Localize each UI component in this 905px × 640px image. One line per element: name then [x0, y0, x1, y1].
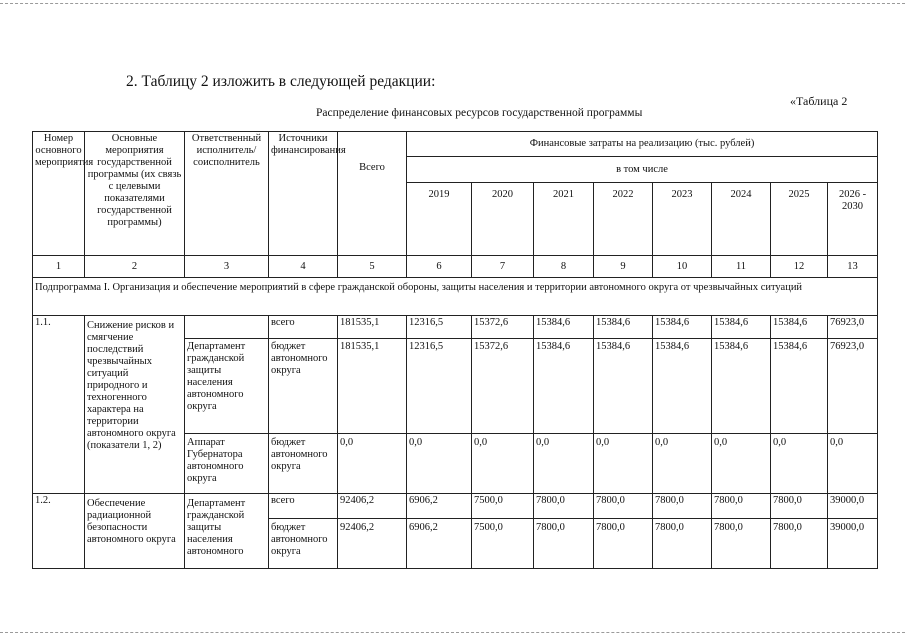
column-number: 3 — [185, 256, 269, 278]
column-number: 13 — [828, 256, 878, 278]
value-2019: 6906,2 — [407, 494, 472, 519]
executor-cell — [185, 316, 269, 339]
value-total: 181535,1 — [338, 339, 407, 434]
value-2023: 7800,0 — [653, 494, 712, 519]
value-2022: 15384,6 — [594, 339, 653, 434]
executor-cell: Департамент гражданской защиты населения автономного округа — [185, 339, 269, 434]
value-2025: 7800,0 — [771, 494, 828, 519]
header-year: 2020 — [472, 183, 534, 256]
value-2021: 7800,0 — [534, 519, 594, 569]
funding-source: бюджет автономного округа — [269, 519, 338, 569]
value-2021: 7800,0 — [534, 494, 594, 519]
event-number: 1.1. — [33, 316, 85, 494]
value-2026-2030: 39000,0 — [828, 494, 878, 519]
header-event-name: Основные мероприятия государственной программы (их связь с целевыми показателями государственной программы) — [85, 132, 185, 256]
header-funding-source: Источники финансирования — [269, 132, 338, 256]
event-number: 1.2. — [33, 494, 85, 569]
financial-resources-table — [32, 131, 878, 569]
value-2020: 15372,6 — [472, 316, 534, 339]
value-2022: 7800,0 — [594, 494, 653, 519]
scan-edge-bottom — [0, 632, 905, 633]
subprogram-title: Подпрограмма I. Организация и обеспечение мероприятий в сфере гражданской обороны, защиты населения и территории автономного округа от чрезвычайных ситуаций — [33, 278, 878, 316]
value-2023: 0,0 — [653, 434, 712, 494]
table-reference: «Таблица 2 — [790, 94, 848, 108]
header-costs-group: Финансовые затраты на реализацию (тыс. рублей) — [407, 132, 878, 157]
value-2026-2030: 76923,0 — [828, 316, 878, 339]
value-2019: 12316,5 — [407, 339, 472, 434]
column-number: 5 — [338, 256, 407, 278]
executor-cell: Департамент гражданской защиты населения автономного — [185, 494, 269, 569]
value-2021: 15384,6 — [534, 316, 594, 339]
executor-cell: Аппарат Губернатора автономного округа — [185, 434, 269, 494]
column-number: 7 — [472, 256, 534, 278]
value-2025: 0,0 — [771, 434, 828, 494]
value-2019: 0,0 — [407, 434, 472, 494]
value-2020: 7500,0 — [472, 494, 534, 519]
header-year: 2022 — [594, 183, 653, 256]
value-2024: 7800,0 — [712, 494, 771, 519]
column-number: 11 — [712, 256, 771, 278]
value-2022: 7800,0 — [594, 519, 653, 569]
column-number: 1 — [33, 256, 85, 278]
column-number: 12 — [771, 256, 828, 278]
value-2020: 0,0 — [472, 434, 534, 494]
column-number: 8 — [534, 256, 594, 278]
value-2026-2030: 76923,0 — [828, 339, 878, 434]
header-total: Всего — [338, 132, 407, 256]
value-2026-2030: 39000,0 — [828, 519, 878, 569]
value-total: 181535,1 — [338, 316, 407, 339]
funding-source: всего — [269, 494, 338, 519]
header-including: в том числе — [407, 157, 878, 183]
value-2022: 0,0 — [594, 434, 653, 494]
header-year: 2025 — [771, 183, 828, 256]
header-year: 2026 - 2030 — [828, 183, 878, 256]
value-2024: 15384,6 — [712, 316, 771, 339]
funding-source: всего — [269, 316, 338, 339]
value-2025: 15384,6 — [771, 339, 828, 434]
table-caption: Распределение финансовых ресурсов государственной программы — [316, 107, 643, 119]
value-2026-2030: 0,0 — [828, 434, 878, 494]
header-event-number: Номер основного мероприятия — [33, 132, 85, 256]
value-2024: 7800,0 — [712, 519, 771, 569]
value-2020: 7500,0 — [472, 519, 534, 569]
value-2019: 12316,5 — [407, 316, 472, 339]
document-heading: 2. Таблицу 2 изложить в следующей редакции: — [126, 73, 436, 90]
value-2021: 0,0 — [534, 434, 594, 494]
value-2019: 6906,2 — [407, 519, 472, 569]
value-total: 92406,2 — [338, 494, 407, 519]
value-2022: 15384,6 — [594, 316, 653, 339]
scan-edge-top — [0, 3, 905, 4]
value-2025: 15384,6 — [771, 316, 828, 339]
value-total: 0,0 — [338, 434, 407, 494]
value-2023: 15384,6 — [653, 339, 712, 434]
value-2023: 7800,0 — [653, 519, 712, 569]
value-2021: 15384,6 — [534, 339, 594, 434]
value-2024: 0,0 — [712, 434, 771, 494]
value-total: 92406,2 — [338, 519, 407, 569]
header-year: 2019 — [407, 183, 472, 256]
column-number: 4 — [269, 256, 338, 278]
column-number: 9 — [594, 256, 653, 278]
column-number: 2 — [85, 256, 185, 278]
event-name: Снижение рисков и смягчение последствий чрезвычайных ситуаций природного и техногенного характера на территории автономного округа (показатели 1, 2) — [85, 316, 185, 494]
value-2024: 15384,6 — [712, 339, 771, 434]
header-year: 2024 — [712, 183, 771, 256]
event-name: Обеспечение радиационной безопасности автономного округа — [85, 494, 185, 569]
value-2023: 15384,6 — [653, 316, 712, 339]
funding-source: бюджет автономного округа — [269, 339, 338, 434]
funding-source: бюджет автономного округа — [269, 434, 338, 494]
value-2025: 7800,0 — [771, 519, 828, 569]
value-2020: 15372,6 — [472, 339, 534, 434]
header-year: 2023 — [653, 183, 712, 256]
column-number: 10 — [653, 256, 712, 278]
header-executor: Ответственный исполнитель/соисполнитель — [185, 132, 269, 256]
header-year: 2021 — [534, 183, 594, 256]
column-number: 6 — [407, 256, 472, 278]
